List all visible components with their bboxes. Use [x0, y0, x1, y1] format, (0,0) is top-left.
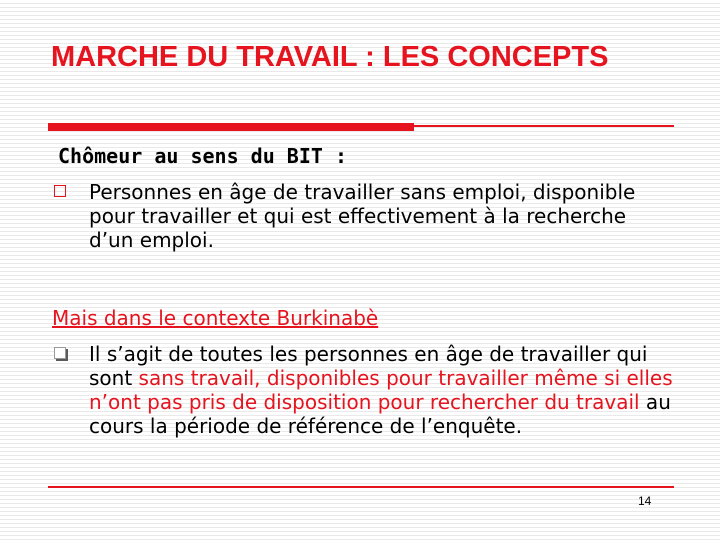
page-number: 14: [638, 494, 652, 508]
bit-definition-heading: Chômeur au sens du BIT :: [58, 144, 347, 168]
square-bullet-icon: [54, 180, 66, 201]
bit-definition-text: Personnes en âge de travailler sans emploi, disponible pour travailler et qui est effectivement à la recherche d’un emploi.: [89, 180, 636, 252]
title-underline-thin: [414, 125, 674, 127]
burkina-text-part-3: au cours la période de référence de l’enquête.: [89, 390, 671, 438]
bottom-divider: [48, 486, 674, 488]
burkina-context-link[interactable]: Mais dans le contexte Burkinabè: [52, 306, 379, 330]
burkina-definition-item: [54, 342, 674, 438]
burkina-definition-text: [89, 342, 674, 438]
title-underline-thick: [48, 123, 414, 131]
burkina-text-part-2-highlight: sans travail, disponibles pour travailler même si elles n’ont pas pris de disposition pour rechercher du travail: [89, 366, 673, 414]
shadow-square-bullet-icon: [54, 342, 66, 363]
bit-definition-item: [54, 180, 674, 252]
slide-title: MARCHE DU TRAVAIL : LES CONCEPTS: [51, 41, 609, 73]
burkina-text-part-1: Il s’agit de toutes les personnes en âge de travailler qui sont: [89, 342, 648, 390]
